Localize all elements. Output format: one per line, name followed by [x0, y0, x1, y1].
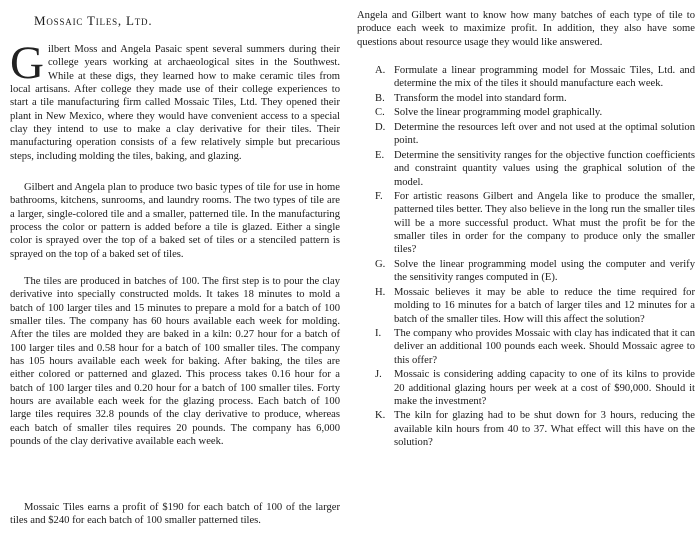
- question-label: E.: [375, 149, 385, 161]
- question-text: The kiln for glazing had to be shut down for 3 hours, reducing the available kiln hours from 40 to 37. What effect will this have on the solution?: [394, 410, 695, 449]
- question-item: [357, 368, 695, 408]
- paragraph-tile-types: Gilbert and Angela plan to produce two basic types of tile for use in home bathrooms, kitchens, sunrooms, and laundry rooms. The two types of tile are a larger, single-colored tile and a smaller, patterned tile. In the manufacturing process the color or pattern is added before a tile is glazed. Either a single color is sprayed over the top of a baked set of tiles or a stenciled pattern is sprayed on the top of a baked set of tiles.: [10, 182, 340, 260]
- question-text: Formulate a linear programming model for Mossaic Tiles, Ltd. and determine the mix of the tiles it should manufacture each week.: [394, 65, 695, 90]
- case-title: Mossaic Tiles, Ltd.: [34, 13, 153, 28]
- paragraph-profit: Mossaic Tiles earns a profit of $190 for each batch of 100 of the larger tiles and $240 for each batch of 100 smaller patterned tiles.: [10, 502, 340, 527]
- question-label: C.: [375, 107, 385, 119]
- question-label: D.: [375, 121, 386, 133]
- question-text: Determine the sensitivity ranges for the objective function coefficients and constraint quantity values using the graphical solution of the model.: [394, 149, 695, 188]
- question-label: I.: [375, 328, 382, 340]
- question-text: Mossaic is considering adding capacity to one of its kilns to provide 20 additional glazing hours per week at a cost of $90,000. Should it make the investment?: [394, 369, 695, 407]
- question-list: [357, 64, 695, 451]
- question-text: Mossaic believes it may be able to reduce the time required for molding to 16 minutes for a batch of larger tiles and 12 minutes for a batch of the smaller tiles. How will this affect the solution?: [394, 286, 695, 325]
- paragraph-intro-text: ilbert Moss and Angela Pasaic spent several summers during their college years working at archaeological sites in the Southwest. While at these digs, they learned how to make ceramic tiles from local artisans. After college they made use of their college experiences to start a tile manufacturing firm called Mossaic Tiles, Ltd. They opened their plant in New Mexico, where they would have convenient access to a special clay they intend to use to make a clay derivative for their tiles. Their manufacturing operation consists of a few relatively simple but precarious steps, including molding the tiles, baking, and glazing.: [10, 44, 340, 162]
- question-label: J.: [375, 369, 382, 381]
- questions-intro: Angela and Gilbert want to know how many batches of each type of tile to produce each week to maximize profit. In addition, they also have some questions about resource usage they would like answered.: [357, 10, 695, 48]
- question-label: B.: [375, 92, 385, 104]
- question-item: [357, 258, 695, 285]
- question-item: [357, 121, 695, 148]
- question-item: [357, 106, 695, 119]
- question-label: H.: [375, 286, 386, 298]
- question-label: F.: [375, 191, 383, 203]
- paragraph-production-process: The tiles are produced in batches of 100. The first step is to pour the clay derivative into specially constructed molds. It takes 18 minutes to mold a batch of 100 larger tiles and 15 minutes to prepare a mold for a batch of 100 smaller tiles. The company has 60 hours available each week for molding. After the tiles are molded they are baked in a kiln: 0.27 hour for a batch of 100 larger tiles and 0.58 hour for a batch of 100 smaller tiles. The company has 105 hours available each week for baking. After baking, the tiles are either colored or patterned and glazed. This process takes 0.16 hour for a batch of 100 larger tiles and 0.20 hour for a batch of 100 smaller tiles. Forty hours are available each week for the glazing process. Each batch of 100 large tiles requires 32.8 pounds of the clay derivative to produce, whereas each batch of smaller tiles requires 20 pounds. The company has 6,000 pounds of the clay derivative available each week.: [10, 276, 340, 448]
- question-text: Transform the model into standard form.: [394, 92, 567, 104]
- paragraph-intro: [10, 37, 340, 163]
- question-item: [357, 327, 695, 367]
- question-item: [357, 92, 695, 105]
- question-text: Solve the linear programming model using the computer and verify the sensitivity ranges computed in (E).: [394, 258, 695, 284]
- question-item: [357, 149, 695, 189]
- question-label: K.: [375, 410, 386, 422]
- drop-cap: G: [10, 37, 44, 89]
- question-item: [357, 409, 695, 449]
- question-text: The company who provides Mossaic with clay has indicated that it can deliver an additional 100 pounds each week. Should Mossaic agree to this offer?: [394, 328, 695, 366]
- question-text: Solve the linear programming model graphically.: [394, 107, 603, 119]
- question-label: A.: [375, 65, 386, 76]
- question-label: G.: [375, 258, 386, 270]
- question-text: Determine the resources left over and not used at the optimal solution point.: [394, 121, 695, 147]
- question-item: [357, 286, 695, 326]
- question-item: [357, 190, 695, 257]
- question-item: [357, 64, 695, 91]
- question-text: For artistic reasons Gilbert and Angela like to produce the smaller, patterned tiles better. They also believe in the long run the smaller tiles will be a more successful product. What must the profit be for the smaller tiles in order for the company to produce only the smaller tiles?: [394, 191, 695, 256]
